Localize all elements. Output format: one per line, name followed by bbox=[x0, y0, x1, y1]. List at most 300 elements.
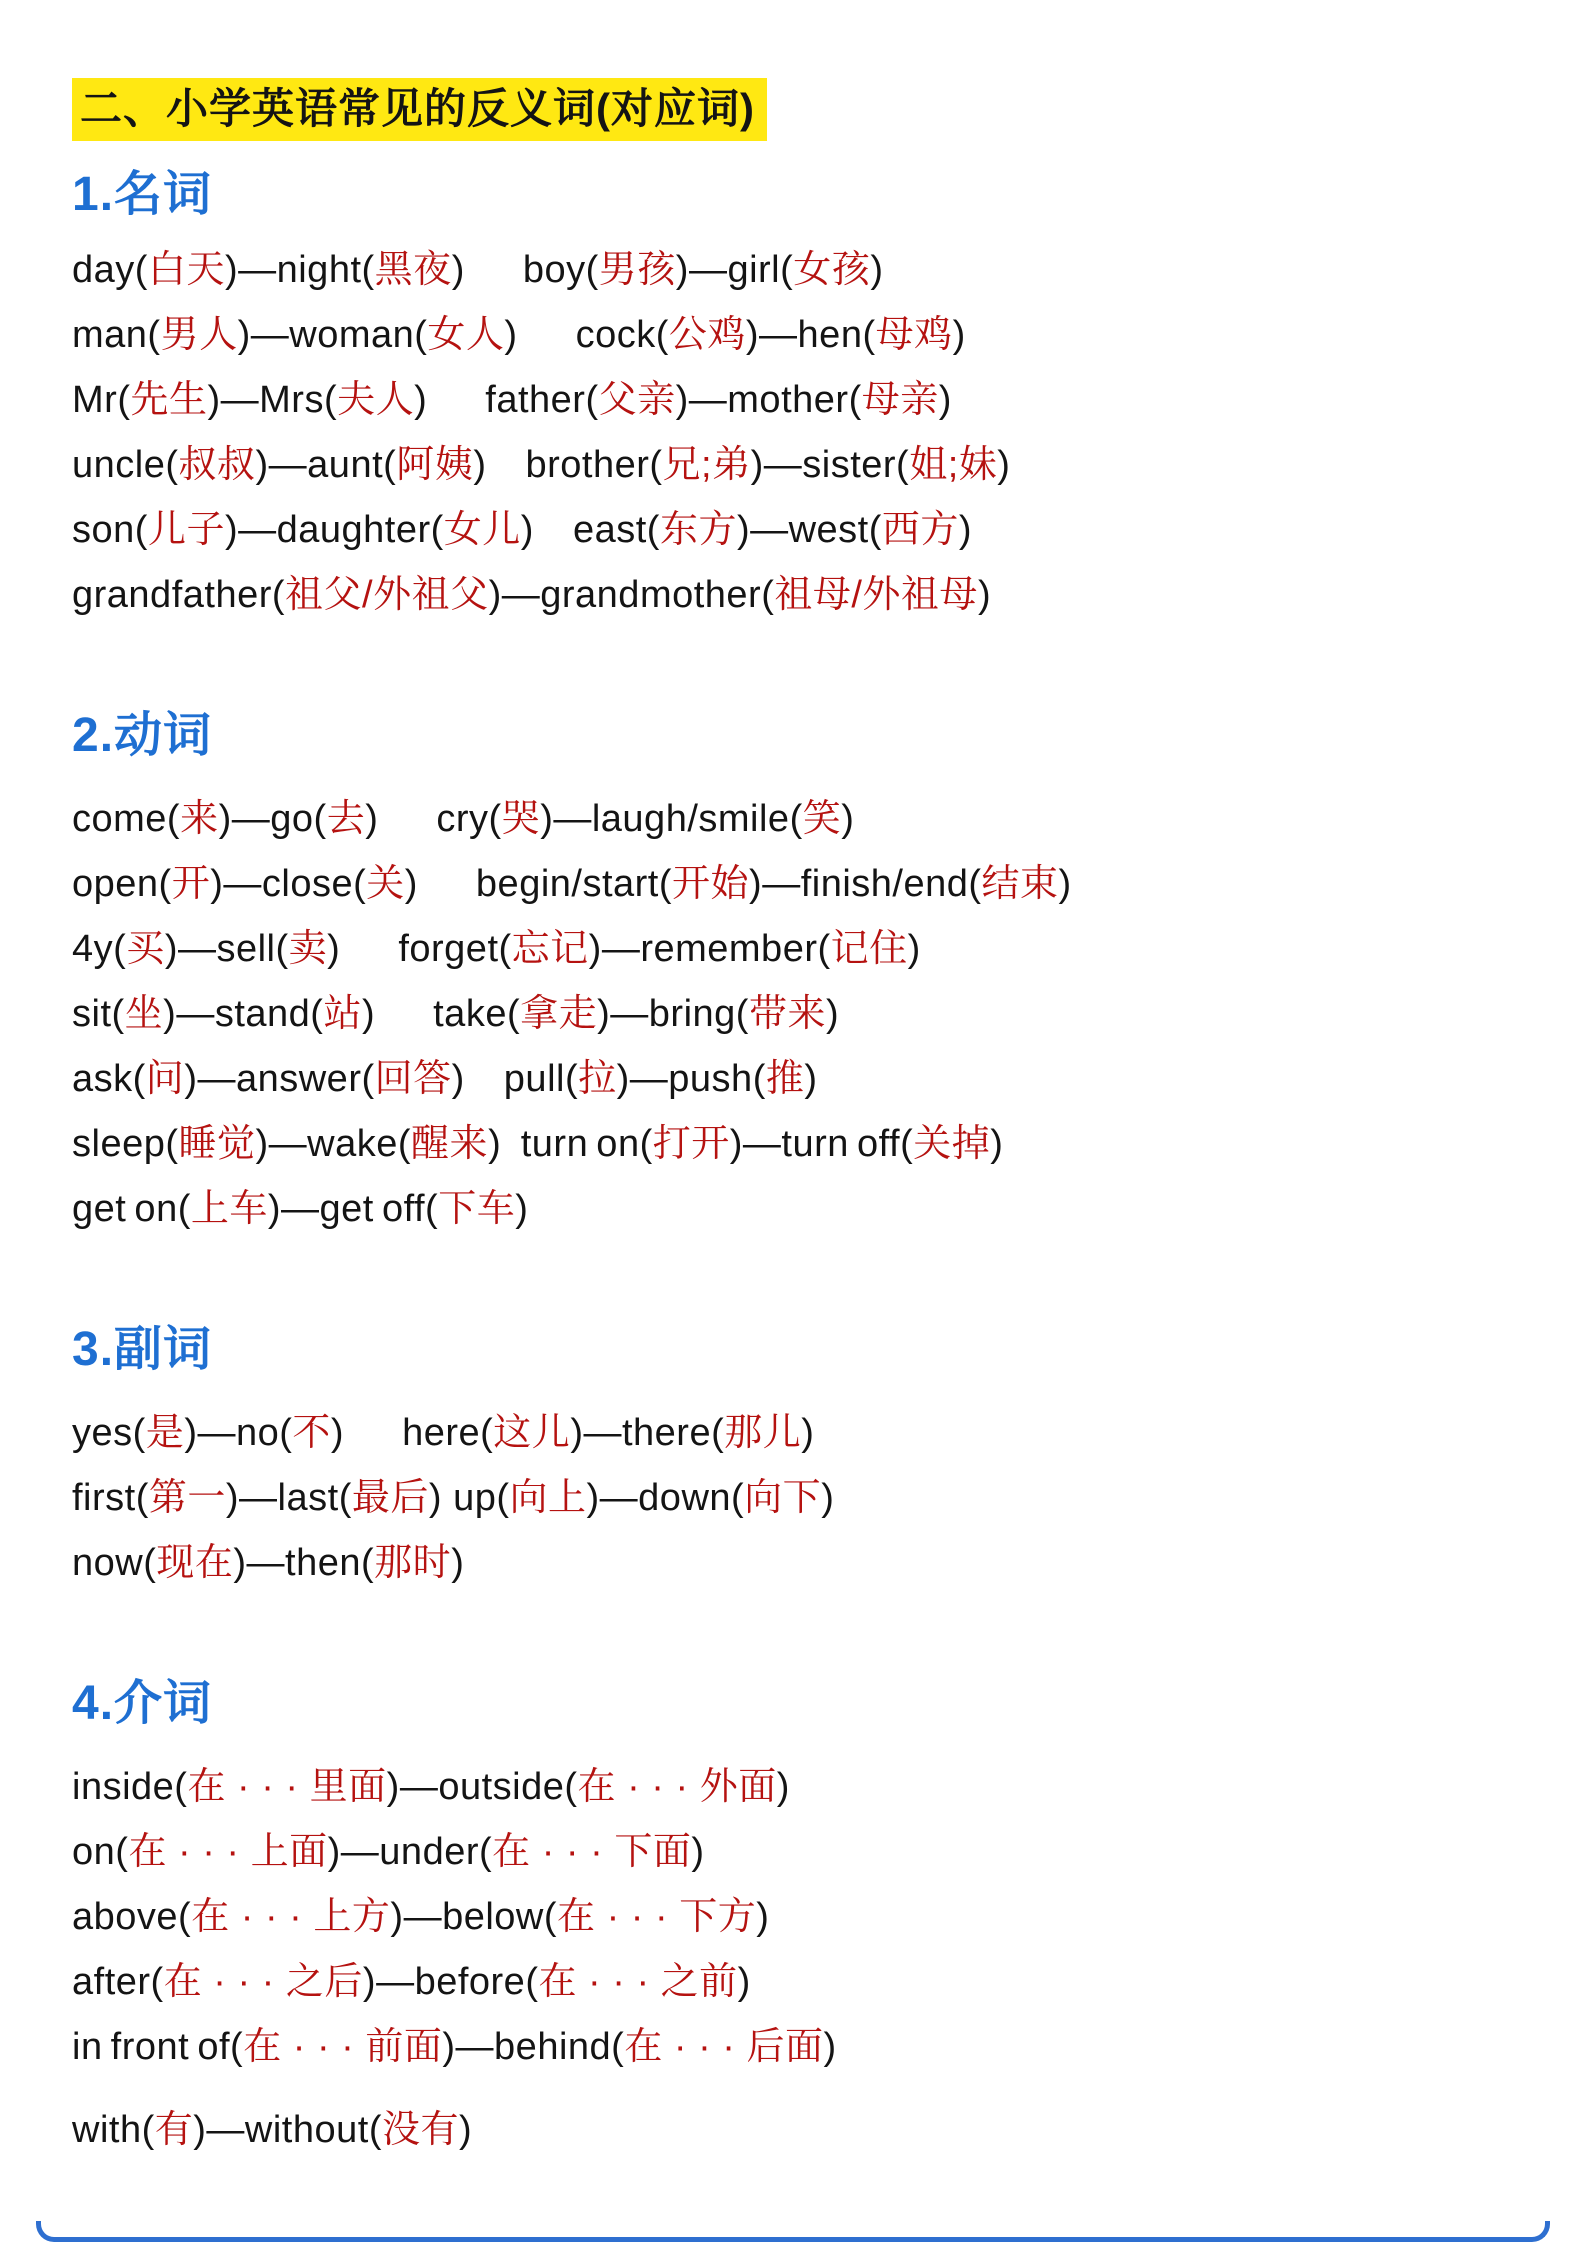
english-word: —mother bbox=[688, 378, 849, 421]
chinese-gloss: 阿姨 bbox=[396, 443, 474, 486]
english-word: ( bbox=[279, 1411, 293, 1454]
english-word: ) bbox=[458, 2108, 473, 2151]
english-word: ( bbox=[488, 797, 502, 840]
english-word: ) bbox=[990, 1122, 1004, 1165]
english-word: —daughter bbox=[238, 508, 431, 551]
chinese-gloss: 睡觉 bbox=[178, 1122, 256, 1165]
english-word: ( bbox=[848, 378, 862, 421]
english-word: ( bbox=[174, 1765, 188, 1808]
english-word: ) bbox=[488, 1122, 502, 1165]
english-word: —wake bbox=[268, 1122, 398, 1165]
word-pair-line bbox=[72, 1950, 1536, 2015]
english-word: —there bbox=[583, 1411, 712, 1454]
english-word: ( bbox=[658, 862, 673, 905]
english-word: ( bbox=[968, 862, 982, 905]
english-word: son bbox=[72, 508, 135, 551]
chinese-gloss: 关 bbox=[366, 862, 405, 905]
word-pair-line bbox=[72, 1885, 1536, 1950]
english-word: ) bbox=[207, 378, 221, 421]
english-word: ( bbox=[150, 1960, 164, 2003]
chinese-gloss: 在 · · · 上方 bbox=[191, 1895, 391, 1938]
english-word: —aunt bbox=[268, 443, 384, 486]
english-word: ( bbox=[761, 573, 775, 616]
chinese-gloss: 兄;弟 bbox=[662, 443, 751, 486]
page-title: 二、小学英语常见的反义词(对应词) bbox=[72, 78, 767, 141]
english-word: cry bbox=[378, 797, 489, 840]
english-word: ( bbox=[143, 1541, 157, 1584]
word-section bbox=[72, 1322, 1536, 1596]
english-word: ( bbox=[275, 927, 289, 970]
word-pair-line bbox=[72, 787, 1536, 852]
page-bottom-border bbox=[36, 2221, 1550, 2242]
chinese-gloss: 来 bbox=[180, 797, 219, 840]
english-word: ) bbox=[736, 508, 751, 551]
english-word: ( bbox=[134, 508, 148, 551]
english-word: ) bbox=[515, 1187, 529, 1230]
chinese-gloss: 卖 bbox=[288, 927, 328, 970]
english-word: ) bbox=[451, 1541, 465, 1584]
chinese-gloss: 去 bbox=[326, 797, 366, 840]
english-word: ( bbox=[113, 927, 127, 970]
english-word: —Mrs bbox=[220, 378, 324, 421]
english-word: ( bbox=[735, 992, 749, 1035]
english-word: ) bbox=[756, 1895, 770, 1938]
chinese-gloss: 在 · · · 下面 bbox=[492, 1830, 692, 1873]
english-word: ) bbox=[488, 573, 502, 616]
english-word: ( bbox=[649, 443, 663, 486]
english-word: ( bbox=[230, 2025, 244, 2068]
english-word: ) bbox=[675, 248, 689, 291]
english-word: ) bbox=[218, 797, 232, 840]
chinese-gloss: 回答 bbox=[374, 1057, 452, 1100]
english-word: —laugh/smile bbox=[553, 797, 790, 840]
english-word: ) bbox=[737, 1960, 751, 2003]
english-word: ) bbox=[801, 1411, 815, 1454]
chinese-gloss: 带来 bbox=[748, 992, 826, 1035]
word-pair-line bbox=[72, 1112, 1536, 1177]
english-word: —last bbox=[239, 1476, 339, 1519]
english-word: begin/start bbox=[417, 862, 659, 905]
english-word: east bbox=[533, 508, 647, 551]
chinese-gloss: 第一 bbox=[148, 1476, 226, 1519]
chinese-gloss: 向上 bbox=[509, 1476, 587, 1519]
english-word: ( bbox=[479, 1830, 493, 1873]
chinese-gloss: 在 · · · 上面 bbox=[128, 1830, 328, 1873]
english-word: ) bbox=[841, 797, 855, 840]
chinese-gloss: 没有 bbox=[381, 2108, 459, 2151]
english-word: ( bbox=[147, 313, 161, 356]
english-word: ) bbox=[586, 1476, 600, 1519]
english-word: ) bbox=[233, 1541, 247, 1584]
chinese-gloss: 女孩 bbox=[793, 248, 871, 291]
english-word: —get off bbox=[281, 1187, 426, 1230]
word-pair-line bbox=[72, 852, 1536, 917]
english-word: grandfather bbox=[72, 573, 272, 616]
english-word: Mr bbox=[72, 378, 118, 421]
english-word: yes bbox=[72, 1411, 133, 1454]
english-word: ( bbox=[361, 1057, 375, 1100]
word-pair-line bbox=[72, 498, 1536, 563]
chinese-gloss: 女儿 bbox=[443, 508, 521, 551]
chinese-gloss: 先生 bbox=[130, 378, 208, 421]
english-word: ) bbox=[225, 1476, 240, 1519]
english-word: open bbox=[72, 862, 159, 905]
english-word: now bbox=[72, 1541, 144, 1584]
english-word: ( bbox=[178, 1895, 192, 1938]
english-word: ) bbox=[327, 1830, 341, 1873]
chinese-gloss: 开 bbox=[171, 862, 211, 905]
english-word: ( bbox=[780, 248, 794, 291]
english-word: ( bbox=[323, 378, 338, 421]
chinese-gloss: 祖母/外祖母 bbox=[774, 573, 978, 616]
chinese-gloss: 叔叔 bbox=[178, 443, 256, 486]
english-word: ) bbox=[540, 797, 554, 840]
english-word: pull bbox=[464, 1057, 565, 1100]
english-word: sit bbox=[72, 992, 112, 1035]
chinese-gloss: 姐;妹 bbox=[909, 443, 998, 486]
english-word: ( bbox=[868, 508, 882, 551]
chinese-gloss: 父亲 bbox=[598, 378, 676, 421]
english-word: ) bbox=[163, 992, 177, 1035]
english-word: —sell bbox=[177, 927, 276, 970]
english-word: ( bbox=[611, 2025, 625, 2068]
english-word: —then bbox=[246, 1541, 362, 1584]
word-pair-line bbox=[72, 303, 1536, 368]
chinese-gloss: 男孩 bbox=[598, 248, 676, 291]
chinese-gloss: 西方 bbox=[881, 508, 959, 551]
word-pair-line bbox=[72, 1466, 1536, 1531]
sections bbox=[72, 167, 1536, 2163]
section-heading: 4.介词 bbox=[72, 1676, 213, 1730]
chinese-gloss: 这儿 bbox=[493, 1411, 571, 1454]
english-word: ( bbox=[525, 1960, 539, 2003]
english-word: —close bbox=[223, 862, 354, 905]
chinese-gloss: 坐 bbox=[124, 992, 164, 1035]
english-word: ) bbox=[390, 1895, 404, 1938]
english-word: ) bbox=[997, 443, 1011, 486]
english-word: ) bbox=[588, 927, 602, 970]
english-word: ( bbox=[158, 862, 172, 905]
word-pair-line bbox=[72, 368, 1536, 433]
chinese-gloss: 现在 bbox=[156, 1541, 234, 1584]
english-word: ) bbox=[184, 1411, 198, 1454]
english-word: —turn off bbox=[742, 1122, 901, 1165]
english-word: ) bbox=[938, 378, 952, 421]
chinese-gloss: 笑 bbox=[802, 797, 842, 840]
english-word: ( bbox=[165, 443, 179, 486]
english-word: —without bbox=[206, 2108, 369, 2151]
english-word: ) bbox=[451, 248, 465, 291]
english-word: ) bbox=[224, 248, 239, 291]
word-section bbox=[72, 1676, 1536, 2163]
english-word: above bbox=[72, 1895, 179, 1938]
english-word: —no bbox=[197, 1411, 280, 1454]
chinese-gloss: 最后 bbox=[351, 1476, 429, 1519]
english-word: ( bbox=[900, 1122, 914, 1165]
english-word: here bbox=[344, 1411, 481, 1454]
word-section bbox=[72, 708, 1536, 1242]
chinese-gloss: 那儿 bbox=[724, 1411, 802, 1454]
english-word: —behind bbox=[455, 2025, 612, 2068]
english-word: ) bbox=[1058, 862, 1072, 905]
english-word: come bbox=[72, 797, 167, 840]
english-word: ) bbox=[193, 2108, 207, 2151]
word-pair-line bbox=[72, 1531, 1536, 1596]
english-word: brother bbox=[486, 443, 650, 486]
english-word: ) bbox=[729, 1122, 743, 1165]
english-word: ( bbox=[817, 927, 831, 970]
chinese-gloss: 不 bbox=[292, 1411, 331, 1454]
english-word: ( bbox=[271, 573, 286, 616]
english-word: ) bbox=[825, 992, 840, 1035]
english-word: ) bbox=[451, 1057, 465, 1100]
english-word: ) bbox=[361, 992, 376, 1035]
english-word: —stand bbox=[176, 992, 311, 1035]
english-word: —remember bbox=[601, 927, 818, 970]
chinese-gloss: 在 · · · 里面 bbox=[187, 1765, 387, 1808]
word-pair-line bbox=[72, 1755, 1536, 1820]
english-word: ) bbox=[675, 378, 689, 421]
english-word: ) bbox=[821, 1476, 835, 1519]
english-word: ) bbox=[691, 1830, 705, 1873]
word-pair-line bbox=[72, 1820, 1536, 1885]
english-word: ( bbox=[361, 248, 375, 291]
english-word: ) bbox=[977, 573, 992, 616]
chinese-gloss: 开始 bbox=[672, 862, 750, 905]
english-word: ( bbox=[425, 1187, 439, 1230]
english-word: ) bbox=[386, 1765, 400, 1808]
word-pair-line bbox=[72, 917, 1536, 982]
english-word: ( bbox=[862, 313, 876, 356]
english-word: ) bbox=[327, 927, 341, 970]
word-section bbox=[72, 167, 1536, 628]
chinese-gloss: 那时 bbox=[374, 1541, 452, 1584]
english-word: —finish/end bbox=[762, 862, 969, 905]
english-word: ) bbox=[750, 443, 764, 486]
word-pair-line bbox=[72, 563, 1536, 628]
english-word: ( bbox=[639, 1122, 653, 1165]
chinese-gloss: 有 bbox=[154, 2108, 194, 2151]
english-word: ( bbox=[564, 1057, 579, 1100]
english-word: —below bbox=[403, 1895, 544, 1938]
english-word: first bbox=[72, 1476, 136, 1519]
english-word: —west bbox=[750, 508, 869, 551]
chinese-gloss: 夫人 bbox=[337, 378, 415, 421]
english-word: ( bbox=[731, 1476, 745, 1519]
english-word: ( bbox=[397, 1122, 412, 1165]
chinese-gloss: 在 · · · 下方 bbox=[557, 1895, 757, 1938]
english-word: ( bbox=[711, 1411, 725, 1454]
chinese-gloss: 在 · · · 之前 bbox=[538, 1960, 738, 2003]
english-word: ) bbox=[907, 927, 921, 970]
english-word: turn on bbox=[501, 1122, 640, 1165]
english-word: ) bbox=[776, 1765, 790, 1808]
english-word: ( bbox=[117, 378, 131, 421]
english-word: uncle bbox=[72, 443, 166, 486]
chinese-gloss: 女人 bbox=[427, 313, 505, 356]
english-word: take bbox=[375, 992, 507, 1035]
english-word: ) bbox=[823, 2025, 837, 2068]
word-pair-line bbox=[72, 1401, 1536, 1466]
english-word: man bbox=[72, 313, 148, 356]
chinese-gloss: 拿走 bbox=[520, 992, 598, 1035]
english-word: ) bbox=[442, 2025, 456, 2068]
chinese-gloss: 打开 bbox=[652, 1122, 730, 1165]
english-word: —girl bbox=[688, 248, 781, 291]
english-word: day bbox=[72, 248, 135, 291]
chinese-gloss: 白天 bbox=[147, 248, 225, 291]
english-word: ( bbox=[165, 1122, 179, 1165]
english-word: ) bbox=[504, 313, 518, 356]
english-word: ) bbox=[184, 1057, 198, 1100]
english-word: sleep bbox=[72, 1122, 166, 1165]
english-word: ( bbox=[368, 2108, 382, 2151]
english-word: ( bbox=[506, 992, 521, 1035]
chinese-gloss: 推 bbox=[765, 1057, 805, 1100]
english-word: ( bbox=[585, 248, 599, 291]
english-word: —night bbox=[238, 248, 362, 291]
english-word: ( bbox=[177, 1187, 191, 1230]
english-word: ) bbox=[365, 797, 379, 840]
chinese-gloss: 上车 bbox=[190, 1187, 268, 1230]
english-word: ( bbox=[789, 797, 803, 840]
chinese-gloss: 祖父/外祖父 bbox=[285, 573, 489, 616]
english-word: ) bbox=[870, 248, 884, 291]
chinese-gloss: 向下 bbox=[744, 1476, 822, 1519]
english-word: —outside bbox=[399, 1765, 565, 1808]
english-word: ) bbox=[570, 1411, 584, 1454]
english-word: ( bbox=[135, 1476, 149, 1519]
chinese-gloss: 男人 bbox=[160, 313, 238, 356]
chinese-gloss: 东方 bbox=[659, 508, 737, 551]
english-word: ( bbox=[543, 1895, 558, 1938]
word-pair-line bbox=[72, 982, 1536, 1047]
section-heading: 1.名词 bbox=[72, 167, 213, 221]
english-word: ( bbox=[141, 2108, 155, 2151]
word-pair-line bbox=[72, 2098, 1536, 2163]
english-word: ) bbox=[804, 1057, 818, 1100]
word-pair-line bbox=[72, 1047, 1536, 1112]
english-word: ( bbox=[655, 313, 669, 356]
english-word: —woman bbox=[250, 313, 415, 356]
english-word: ( bbox=[480, 1411, 494, 1454]
english-word: ( bbox=[132, 1411, 146, 1454]
word-pair-line bbox=[72, 2015, 1536, 2080]
english-word: —go bbox=[231, 797, 314, 840]
chinese-gloss: 在 · · · 后面 bbox=[624, 2025, 824, 2068]
word-pair-line bbox=[72, 433, 1536, 498]
english-word: ( bbox=[338, 1476, 352, 1519]
english-word: —bring bbox=[610, 992, 736, 1035]
english-word: —grandmother bbox=[501, 573, 762, 616]
english-word: ) bbox=[473, 443, 487, 486]
chinese-gloss: 公鸡 bbox=[668, 313, 746, 356]
english-word: ( bbox=[134, 248, 148, 291]
english-word: ) bbox=[749, 862, 763, 905]
english-word: ) bbox=[237, 313, 251, 356]
chinese-gloss: 忘记 bbox=[511, 927, 589, 970]
chinese-gloss: 醒来 bbox=[411, 1122, 489, 1165]
chinese-gloss: 在 · · · 外面 bbox=[577, 1765, 777, 1808]
chinese-gloss: 在 · · · 之后 bbox=[163, 1960, 363, 2003]
english-word: boy bbox=[464, 248, 586, 291]
chinese-gloss: 记住 bbox=[830, 927, 908, 970]
english-word: —before bbox=[376, 1960, 526, 2003]
english-word: ) bbox=[520, 508, 534, 551]
english-word: ( bbox=[646, 508, 660, 551]
chinese-gloss: 母亲 bbox=[861, 378, 939, 421]
english-word: ( bbox=[115, 1830, 129, 1873]
chinese-gloss: 下车 bbox=[438, 1187, 516, 1230]
english-word: inside bbox=[72, 1765, 175, 1808]
english-word: —push bbox=[629, 1057, 753, 1100]
english-word: —answer bbox=[197, 1057, 362, 1100]
chinese-gloss: 买 bbox=[126, 927, 165, 970]
english-word: ( bbox=[313, 797, 327, 840]
english-word: in front of bbox=[72, 2025, 231, 2068]
chinese-gloss: 黑夜 bbox=[374, 248, 452, 291]
english-word: ) bbox=[414, 378, 428, 421]
english-word: —sister bbox=[763, 443, 897, 486]
chinese-gloss: 儿子 bbox=[147, 508, 225, 551]
english-word: get on bbox=[72, 1187, 178, 1230]
english-word: on bbox=[72, 1830, 116, 1873]
english-word: up bbox=[442, 1476, 497, 1519]
english-word: ) bbox=[597, 992, 611, 1035]
chinese-gloss: 母鸡 bbox=[875, 313, 953, 356]
english-word: ( bbox=[383, 443, 397, 486]
section-heading: 2.动词 bbox=[72, 708, 213, 762]
section-heading: 3.副词 bbox=[72, 1322, 213, 1376]
word-pair-line bbox=[72, 1177, 1536, 1242]
chinese-gloss: 站 bbox=[323, 992, 362, 1035]
english-word: ) bbox=[330, 1411, 345, 1454]
chinese-gloss: 问 bbox=[145, 1057, 185, 1100]
english-word: ) bbox=[255, 443, 269, 486]
english-word: —under bbox=[340, 1830, 479, 1873]
english-word: forget bbox=[340, 927, 499, 970]
english-word: ( bbox=[896, 443, 910, 486]
english-word: ) bbox=[362, 1960, 377, 2003]
english-word: ) bbox=[224, 508, 239, 551]
english-word: ask bbox=[72, 1057, 133, 1100]
english-word: —hen bbox=[759, 313, 863, 356]
chinese-gloss: 结束 bbox=[981, 862, 1059, 905]
english-word: ) bbox=[267, 1187, 282, 1230]
word-pair-line bbox=[72, 238, 1536, 303]
english-word: ( bbox=[111, 992, 125, 1035]
english-word: ) bbox=[428, 1476, 443, 1519]
english-word: ( bbox=[166, 797, 181, 840]
english-word: ( bbox=[353, 862, 367, 905]
english-word: ) bbox=[210, 862, 224, 905]
english-word: ) bbox=[952, 313, 966, 356]
english-word: father bbox=[427, 378, 586, 421]
english-word: ) bbox=[958, 508, 973, 551]
english-word: ( bbox=[361, 1541, 375, 1584]
english-word: ( bbox=[752, 1057, 766, 1100]
chinese-gloss: 拉 bbox=[578, 1057, 617, 1100]
english-word: ( bbox=[585, 378, 599, 421]
english-word: —down bbox=[599, 1476, 732, 1519]
english-word: cock bbox=[517, 313, 656, 356]
chinese-gloss: 哭 bbox=[501, 797, 541, 840]
english-word: ( bbox=[498, 927, 512, 970]
english-word: after bbox=[72, 1960, 151, 2003]
english-word: ) bbox=[616, 1057, 630, 1100]
english-word: 4y bbox=[72, 927, 114, 970]
chinese-gloss: 关掉 bbox=[913, 1122, 991, 1165]
